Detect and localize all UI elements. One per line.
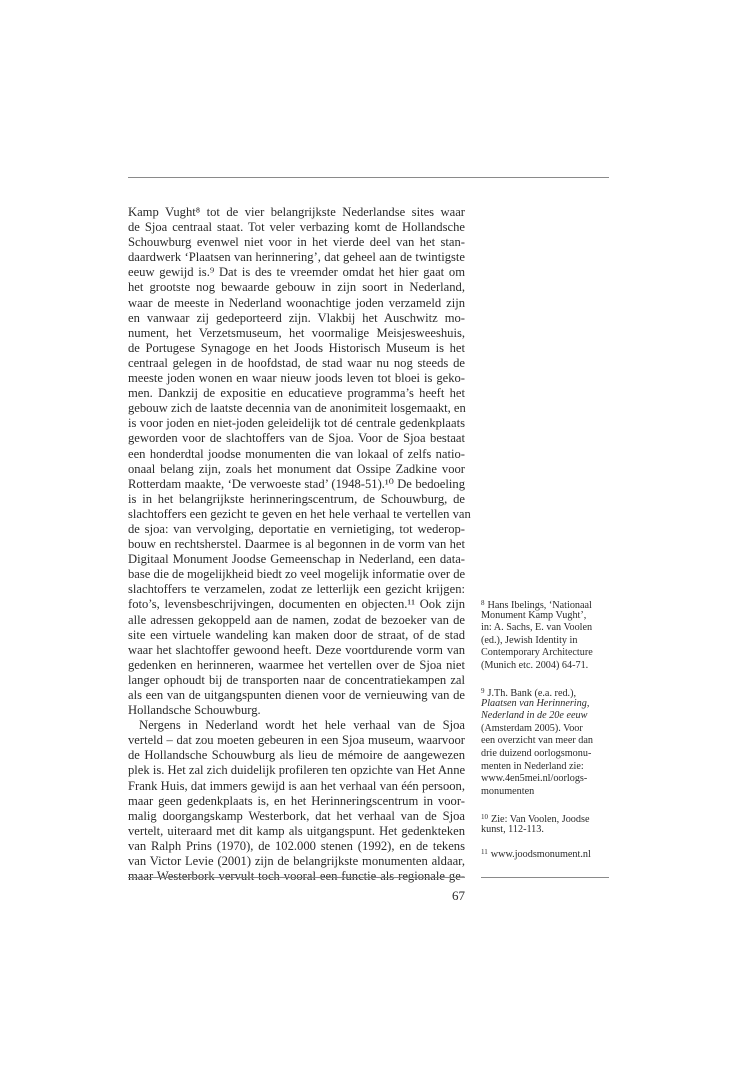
text-line: is in het belangrijkste herinneringscentrum, de Schouwburg, de [128, 491, 465, 506]
text-line: gedenken en herinneren, waarmee het vertellen over de Sjoa niet [128, 657, 465, 672]
footnote-line: een overzicht van meer dan [481, 735, 594, 747]
text-line: van Ralph Prins (1970), de 102.000 stenen (1992), en de tekens [128, 838, 465, 853]
text-line: waar het slachtoffer gewoond heeft. Deze voortdurende vorm van [128, 642, 465, 657]
text-line: foto’s, levensbeschrijvingen, documenten en objecten.¹¹ Ook zijn [128, 597, 465, 612]
text-line: Digitaal Monument Joodse Gemeenschap in Nederland, een data- [128, 552, 465, 567]
text-line: bouw en rechtsherstel. Daarmee is al begonnen in de vorm van het [128, 537, 465, 552]
footnote-line: drie duizend oorlogsmonu- [481, 747, 592, 759]
footnote-line: Contemporary Architecture [481, 647, 593, 659]
text-line: maar geen gedenkplaats is, en het Herinneringscentrum in voor- [128, 793, 465, 808]
text-line: base die de mogelijkheid biedt zo veel mogelijk informatie over de [128, 567, 466, 582]
text-line: en vanwaar zij gedeporteerd zijn. Vlakbij het Auschwitz mo- [128, 310, 465, 325]
footnote-line: monumenten [481, 785, 535, 797]
footnote-line: www.joodsmonument.nl [490, 849, 591, 860]
text-line: gebouw zich de laatste decennia van de anonimiteit losgemaakt, en [128, 401, 466, 416]
text-line: de Sjoa centraal staat. Tot veler verbazing komt de Hollandsche [128, 220, 465, 235]
footnote-line: (ed.), Jewish Identity in [481, 634, 578, 646]
text-line: van Victor Levie (2001) zijn de belangrijkste monumenten aldaar, [128, 854, 465, 869]
bottom-rule-notes [481, 877, 609, 878]
top-rule [128, 177, 609, 178]
text-line: men. Dankzij de expositie en educatieve programma’s heeft het [128, 386, 465, 401]
footnote-line: in: A. Sachs, E. van Voolen [481, 622, 593, 634]
text-line: Rotterdam maakte, ‘De verwoeste stad’ (1948-51).¹⁰ De bedoeling [128, 476, 465, 491]
text-line: verteld – dat zou moeten gebeuren in een Sjoa museum, waarvoor [128, 733, 465, 748]
footnote-number: 9 [481, 687, 485, 695]
footnote-line: J.Th. Bank (e.a. red.), [487, 688, 577, 699]
main-text-column [128, 205, 471, 884]
page-number: 67 [452, 888, 465, 903]
footnote-number: 11 [481, 848, 488, 856]
text-line: plek is. Het zal zich duidelijk profileren ten opzichte van Het Anne [128, 763, 466, 778]
footnote-number: 10 [481, 813, 488, 821]
text-line: centraal gelegen in de hoofdstad, de stad waar nu nog steeds de [128, 355, 465, 370]
text-line: geworden voor de slachtoffers van de Sjoa. Voor de Sjoa bestaat [128, 431, 465, 446]
text-line: de sjoa: van vervolging, deportatie en vernietiging, tot wederop- [128, 521, 465, 536]
text-line: als een van de uitgangspunten dienen voor de vernieuwing van de [128, 688, 465, 702]
footnote-line: kunst, 112-113. [481, 823, 544, 835]
footnote-number: 8 [481, 599, 485, 607]
footnote-line: Plaatsen van Herinnering, [481, 697, 590, 709]
text-line: de Hollandsche Schouwburg als lieu de mémoire de aangewezen [128, 748, 465, 763]
text-line: alle adressen gekoppeld aan de namen, zodat de bezoeker van de [128, 612, 465, 627]
text-line: het grootste nog bewaarde gebouw in zijn soort in Nederland, [128, 280, 465, 295]
text-line: site een virtuele wandeling kan maken door de straat, of de stad [128, 627, 465, 642]
text-line: nument, het Verzetsmuseum, het voormalige Meisjesweeshuis, [128, 325, 465, 340]
text-line: eeuw gewijd is.⁹ Dat is des te vreemder omdat het hier gaat om [128, 265, 465, 280]
footnote-line: menten in Nederland zie: [481, 760, 584, 772]
text-line: een honderdtal joodse monumenten die van lokaal of zelfs natio- [128, 446, 465, 461]
text-line: Kamp Vught⁸ tot de vier belangrijkste Nederlandse sites waar [128, 205, 465, 219]
text-line: de Portugese Synagoge en het Joods Historisch Museum is het [128, 340, 465, 355]
footnote-line: Nederland in de 20e eeuw [481, 710, 588, 722]
text-line: Schouwburg evenwel niet voor in het vierde deel van het stan- [128, 235, 465, 250]
text-line: Frank Huis, dat immers gewijd is aan het verhaal van één persoon, [128, 778, 465, 793]
paragraph-start-line: Nergens in Nederland wordt het hele verhaal van de Sjoa [139, 718, 465, 733]
footnote-11 [481, 846, 613, 859]
text-line: slachtoffers een gezicht te geven en het hele verhaal te vertellen van [128, 506, 471, 521]
text-line: malig doorgangskamp Westerbork, dat het verhaal van de Sjoa [128, 808, 465, 823]
text-line: is voor joden en niet-joden geleidelijk tot dé centrale gedenkplaats [128, 416, 465, 431]
footnote-line: www.4en5mei.nl/oorlogs- [481, 773, 588, 785]
text-line: meeste joden wonen en waar nieuw joods leven tot bloei is geko- [128, 371, 465, 386]
text-line: onaal belang zijn, zoals het monument dat Ossipe Zadkine voor [128, 461, 465, 476]
footnote-10 [481, 811, 613, 836]
text-line: slachtoffers te verzamelen, zodat ze letterlijk een gezicht krijgen: [128, 582, 465, 597]
text-line: vertelt, uiteraard met dit kamp als uitgangspunt. Het gedenkteken [128, 823, 465, 838]
paragraph-end-line: Hollandsche Schouwburg. [128, 703, 261, 718]
footnote-9 [481, 685, 613, 798]
footnote-line: (Amsterdam 2005). Voor [481, 722, 583, 734]
footnote-line: Zie: Van Voolen, Joodse [491, 814, 590, 825]
text-line: daardwerk ‘Plaatsen van herinnering’, dat geheel aan de twintigste [128, 250, 465, 265]
footnote-line: Monument Kamp Vught’, [481, 609, 587, 621]
bottom-rule-main [128, 877, 465, 878]
text-line: langer ophoudt bij de transporten naar de concentratiekampen zal [128, 672, 465, 687]
footnote-line: Hans Ibelings, ‘Nationaal [487, 600, 592, 611]
footnote-line: (Munich etc. 2004) 64-71. [481, 659, 589, 671]
footnote-8 [481, 597, 613, 673]
text-line: waar de meeste in Nederland woonachtige joden verzameld zijn [128, 295, 465, 310]
